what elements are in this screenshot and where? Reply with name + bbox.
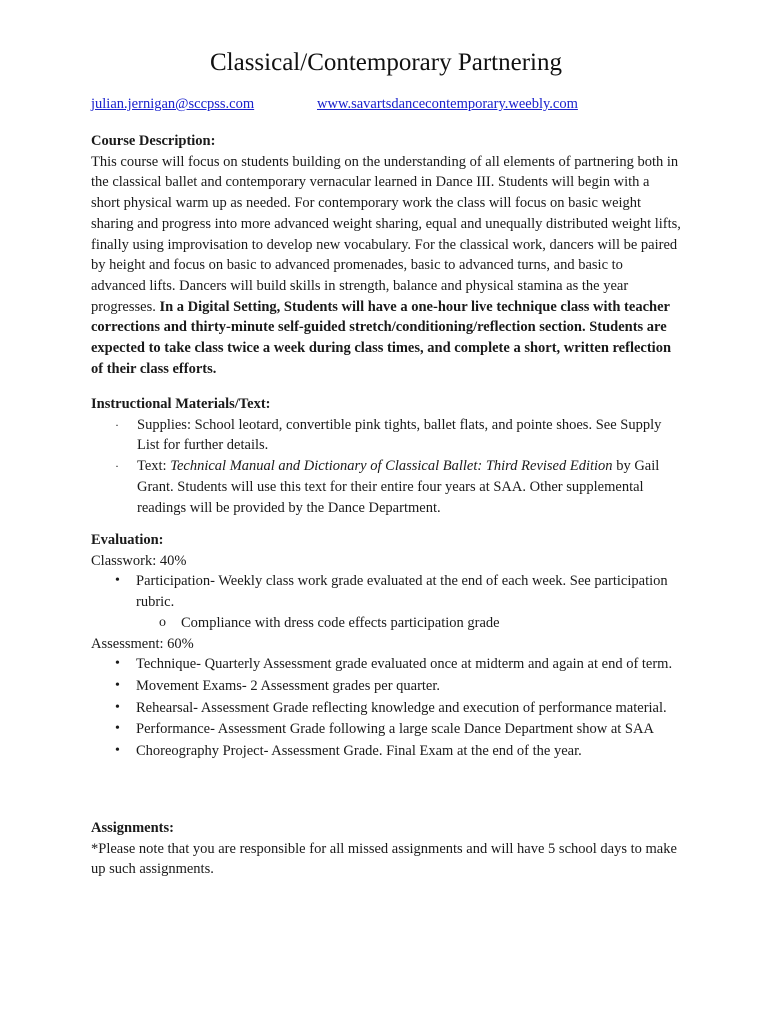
list-item-text: Movement Exams- 2 Assessment grades per quarter. — [136, 677, 441, 694]
assessment-list — [91, 654, 681, 762]
classwork-label: Classwork: 40% — [91, 552, 187, 569]
list-item — [91, 719, 681, 740]
list-item-text: Choreography Project- Assessment Grade. Final Exam at the end of the year. — [136, 743, 582, 760]
bullet-mark: • — [115, 699, 120, 715]
text-suffix: by Gail Grant. Students will use this text for their entire four years at SAA. Other supplemental readings will be provided by the Dance Department. — [137, 458, 660, 516]
classwork-list — [91, 571, 681, 633]
list-item — [91, 698, 681, 719]
assignments-text: *Please note that you are responsible for all missed assignments and will have 5 school days to make up such assignments. — [91, 840, 677, 878]
course-description-text — [91, 152, 681, 380]
list-item-text: Compliance with dress code effects participation grade — [181, 614, 500, 631]
materials-section — [91, 394, 681, 518]
evaluation-heading: Evaluation: — [91, 532, 164, 548]
textbook-title: Technical Manual and Dictionary of Classical Ballet: Third Revised Edition — [170, 458, 613, 475]
assignments-heading: Assignments: — [91, 820, 174, 836]
contact-line — [91, 95, 578, 113]
list-item — [91, 613, 681, 634]
course-description-heading: Course Description: — [91, 133, 216, 149]
course-description-regular: This course will focus on students building on the understanding of all elements of partnering both in the classical ballet and contemporary vernacular learned in Dance III. Students will begin with a short physical warm up as needed. For contemporary work the class will focus on basic weight sharing and progress into more advanced weight sharing, equal and unequally distributed weight lifts, finally using improvisation to develop new vocabulary. For the classical work, dancers will be paired by height and focus on basic to advanced promenades, basic to advanced turns, and basic to advanced lifts. Dancers will build skills in strength, balance and physical stamina as the year progresses. — [91, 153, 681, 315]
list-item — [91, 415, 681, 456]
bullet-mark: • — [115, 573, 120, 589]
document-title: Classical/Contemporary Partnering — [209, 49, 562, 76]
list-item-text: Technique- Quarterly Assessment grade evaluated once at midterm and again at end of term. — [136, 656, 673, 673]
assignments-section — [91, 818, 681, 880]
bullet-mark: · — [115, 417, 119, 432]
evaluation-section — [91, 530, 681, 762]
assessment-label: Assessment: 60% — [91, 635, 194, 652]
course-description-section — [91, 131, 681, 379]
text-prefix: Text: — [137, 458, 171, 475]
course-description-bold: In a Digital Setting, Students will have a one-hour live technique class with teacher corrections and thirty-minute self-guided stretch/conditioning/reflection section. Students are expected to take class twice a week during class times, and complete a short, written reflection of their class efforts. — [91, 298, 672, 377]
bullet-mark: • — [115, 721, 120, 737]
email-link[interactable]: julian.jernigan@sccpss.com — [91, 96, 255, 112]
bullet-mark: • — [115, 656, 120, 672]
list-item — [91, 741, 681, 762]
list-item-text: Rehearsal- Assessment Grade reflecting knowledge and execution of performance material. — [136, 699, 667, 716]
supplies-text: Supplies: School leotard, convertible pink tights, ballet flats, and pointe shoes. See Supply List for further details. — [137, 416, 662, 454]
bullet-mark: • — [115, 677, 120, 693]
website-link[interactable]: www.savartsdancecontemporary.weebly.com — [317, 96, 578, 112]
list-item-text: Performance- Assessment Grade following a large scale Dance Department show at SAA — [136, 721, 654, 738]
bullet-mark: · — [115, 459, 119, 474]
materials-list — [91, 415, 681, 519]
sub-bullet-mark: o — [159, 614, 166, 630]
materials-heading: Instructional Materials/Text: — [91, 396, 271, 412]
list-item — [91, 571, 681, 612]
list-item-text: Participation- Weekly class work grade evaluated at the end of each week. See participation rubric. — [136, 573, 668, 611]
list-item — [91, 654, 681, 675]
bullet-mark: • — [115, 743, 120, 759]
list-item — [91, 676, 681, 697]
list-item — [91, 456, 681, 518]
